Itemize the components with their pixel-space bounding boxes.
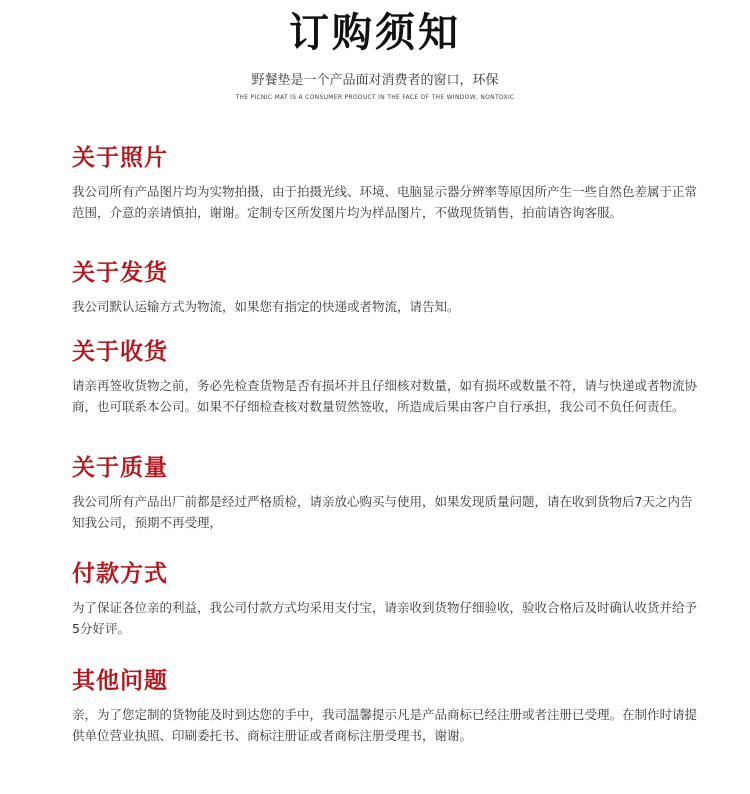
page-subtitle-cn: 野餐垫是一个产品面对消费者的窗口，环保 [251, 73, 499, 88]
section-body: 为了保证各位亲的利益，我公司付款方式均采用支付宝，请亲收到货物仔细验收，验收合格后及时确认收货并给予5分好评。 [72, 600, 698, 636]
section-body: 我公司所有产品出厂前都是经过严格质检，请亲放心购买与使用，如果发现质量问题，请在收到货物后7天之内告知我公司，预期不再受理， [72, 494, 693, 530]
section-heading: 关于发货 [72, 260, 168, 286]
page-subtitle-en: THE PICNIC MAT IS A CONSUMER PRODUCT IN THE FACE OF THE WINDOW, NONTOXIC [235, 94, 515, 101]
section-heading: 付款方式 [72, 561, 168, 587]
section-body: 亲，为了您定制的货物能及时到达您的手中，我司温馨提示凡是产品商标已经注册或者注册已受理。在制作时请提供单位营业执照、印刷委托书、商标注册证或者商标注册受理书，谢谢。 [72, 707, 698, 743]
section-shipping [72, 258, 712, 317]
section-other [72, 666, 712, 746]
section-body: 请亲再签收货物之前，务必先检查货物是否有损坏并且仔细核对数量，如有损坏或数量不符，请与快递或者物流协商，也可联系本公司。如果不仔细检查核对数量贸然签收，所造成后果由客户自行承担，我公司不负任何责任。 [72, 378, 698, 414]
section-receiving [72, 337, 712, 417]
section-quality [72, 453, 712, 533]
section-heading: 关于收货 [72, 339, 168, 365]
section-photos [72, 143, 712, 223]
section-body: 我公司所有产品图片均为实物拍摄，由于拍摄光线、环境、电脑显示器分辨率等原因所产生一些自然色差属于正常范围，介意的亲请慎拍，谢谢。定制专区所发图片均为样品图片，不做现货销售，拍前请咨询客服。 [72, 184, 698, 220]
page-header [0, 8, 750, 102]
section-heading: 关于照片 [72, 145, 168, 171]
section-body: 我公司默认运输方式为物流，如果您有指定的快递或者物流，请告知。 [72, 299, 460, 314]
section-heading: 关于质量 [72, 455, 168, 481]
section-payment [72, 559, 712, 639]
page-title: 订购须知 [289, 10, 461, 56]
section-heading: 其他问题 [72, 668, 168, 694]
